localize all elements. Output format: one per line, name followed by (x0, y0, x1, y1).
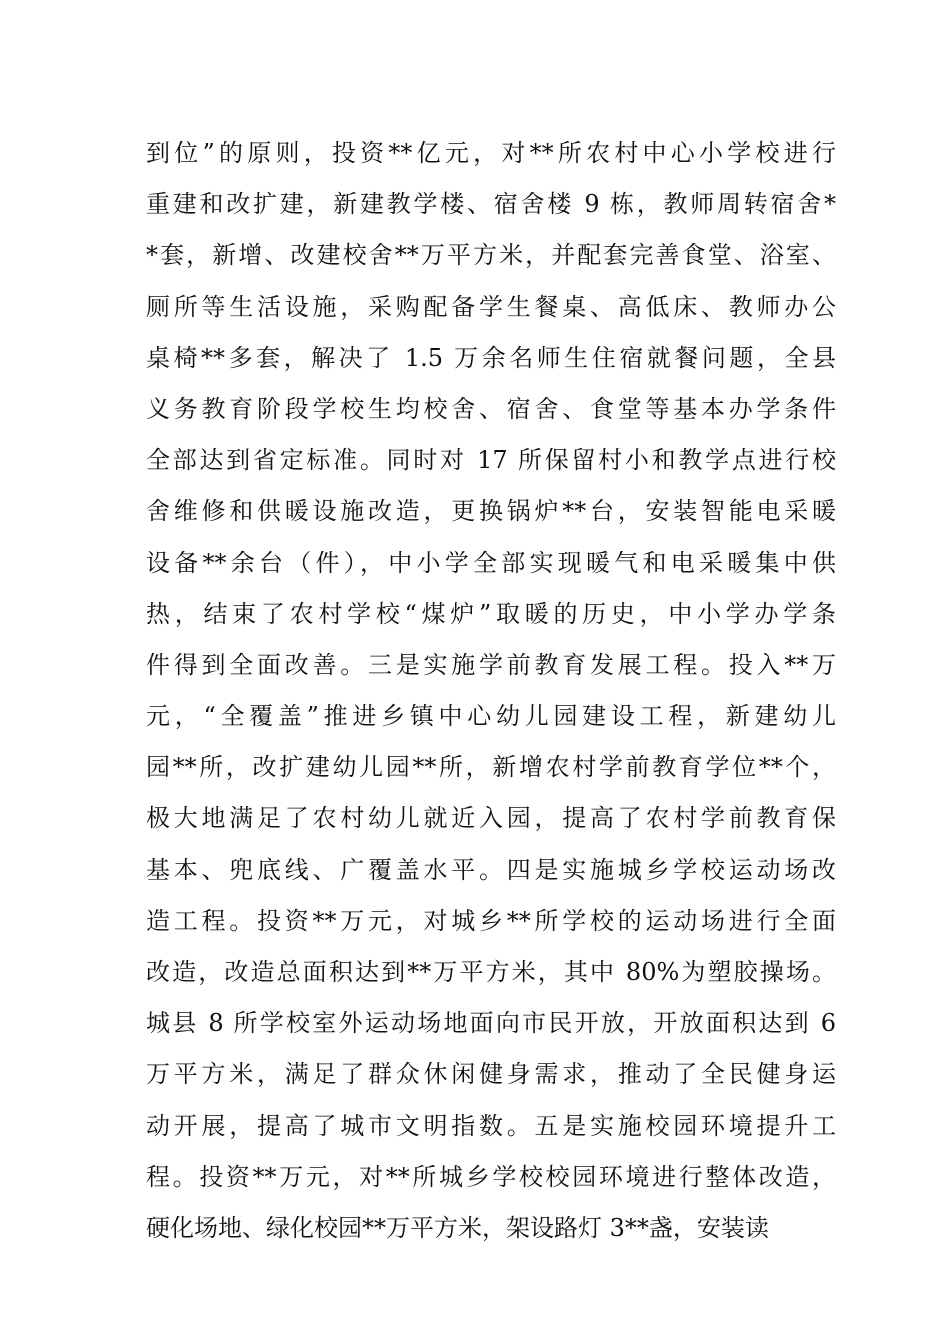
text-line: 重建和改扩建，新建教学楼、宿舍楼 9 栋，教师周转宿舍* (146, 190, 836, 219)
text-line: 万平方米，满足了群众休闲健身需求，推动了全民健身运 (146, 1060, 836, 1089)
text-line: 热，结束了农村学校“煤炉”取暖的历史，中小学办学条 (146, 599, 836, 628)
text-line: 全部达到省定标准。同时对 17 所保留村小和教学点进行校 (146, 446, 836, 475)
text-line: 设备**余台（件），中小学全部实现暖气和电采暖集中供 (146, 548, 836, 577)
text-line: 基本、兜底线、广覆盖水平。四是实施城乡学校运动场改 (146, 855, 836, 884)
text-line: 义务教育阶段学校生均校舍、宿舍、食堂等基本办学条件 (146, 394, 836, 423)
text-line: 改造，改造总面积达到**万平方米，其中 80%为塑胶操场。 (146, 958, 836, 986)
text-line: 到位”的原则，投资**亿元，对**所农村中心小学校进行 (146, 139, 836, 167)
text-line: 极大地满足了农村幼儿就近入园，提高了农村学前教育保 (146, 804, 836, 833)
text-line: 程。投资**万元，对**所城乡学校校园环境进行整体改造， (146, 1162, 836, 1191)
text-line: 硬化场地、绿化校园**万平方米，架设路灯 3**盏，安装读 (146, 1213, 769, 1242)
text-line: 件得到全面改善。三是实施学前教育发展工程。投入**万 (146, 650, 836, 679)
text-line: 元，“全覆盖”推进乡镇中心幼儿园建设工程，新建幼儿 (146, 702, 836, 731)
text-line: 舍维修和供暖设施改造，更换锅炉**台，安装智能电采暖 (146, 497, 836, 526)
body-paragraph (146, 128, 836, 1254)
text-line: 动开展，提高了城市文明指数。五是实施校园环境提升工 (146, 1111, 836, 1140)
text-line: 城县 8 所学校室外运动场地面向市民开放，开放面积达到 6 (146, 1009, 836, 1038)
text-line: 造工程。投资**万元，对城乡**所学校的运动场进行全面 (146, 906, 836, 935)
text-line: 厕所等生活设施，采购配备学生餐桌、高低床、教师办公 (146, 292, 836, 321)
text-line: 园**所，改扩建幼儿园**所，新增农村学前教育学位**个， (146, 753, 836, 782)
text-line: *套，新增、改建校舍**万平方米，并配套完善食堂、浴室、 (146, 241, 836, 270)
text-line: 桌椅**多套，解决了 1.5 万余名师生住宿就餐问题，全县 (146, 343, 836, 372)
